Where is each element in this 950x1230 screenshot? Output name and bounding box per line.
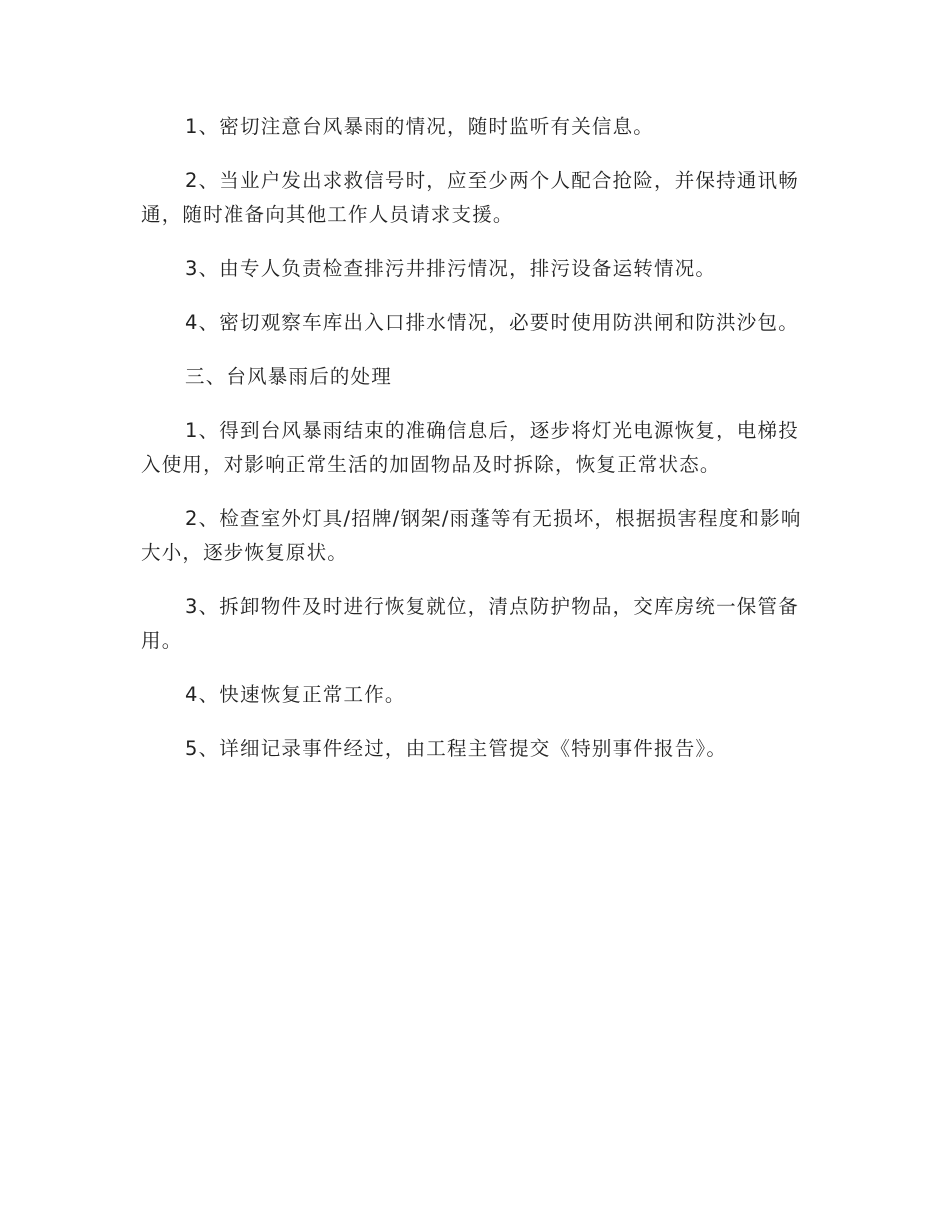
paragraph-after-3: 3、拆卸物件及时进行恢复就位，清点防护物品，交库房统一保管备用。 — [141, 595, 799, 652]
paragraph-after-1: 1、得到台风暴雨结束的准确信息后，逐步将灯光电源恢复，电梯投入使用，对影响正常生活的加固物品及时拆除，恢复正常状态。 — [141, 419, 799, 476]
document-body — [141, 110, 811, 786]
paragraph-after-4: 4、快速恢复正常工作。 — [185, 683, 406, 706]
paragraph-during-2: 2、当业户发出求救信号时，应至少两个人配合抢险，并保持通讯畅通，随时准备向其他工作人员请求支援。 — [141, 169, 799, 226]
section-heading-after: 三、台风暴雨后的处理 — [185, 365, 393, 388]
paragraph-after-5: 5、详细记录事件经过，由工程主管提交《特别事件报告》。 — [185, 737, 728, 760]
paragraph-during-1: 1、密切注意台风暴雨的情况，随时监听有关信息。 — [185, 115, 655, 138]
paragraph-during-4: 4、密切观察车库出入口排水情况，必要时使用防洪闸和防洪沙包。 — [185, 311, 799, 334]
paragraph-after-2: 2、检查室外灯具/招牌/钢架/雨蓬等有无损坏，根据损害程度和影响大小，逐步恢复原状。 — [141, 507, 802, 564]
paragraph-during-3: 3、由专人负责检查排污井排污情况，排污设备运转情况。 — [185, 257, 717, 280]
